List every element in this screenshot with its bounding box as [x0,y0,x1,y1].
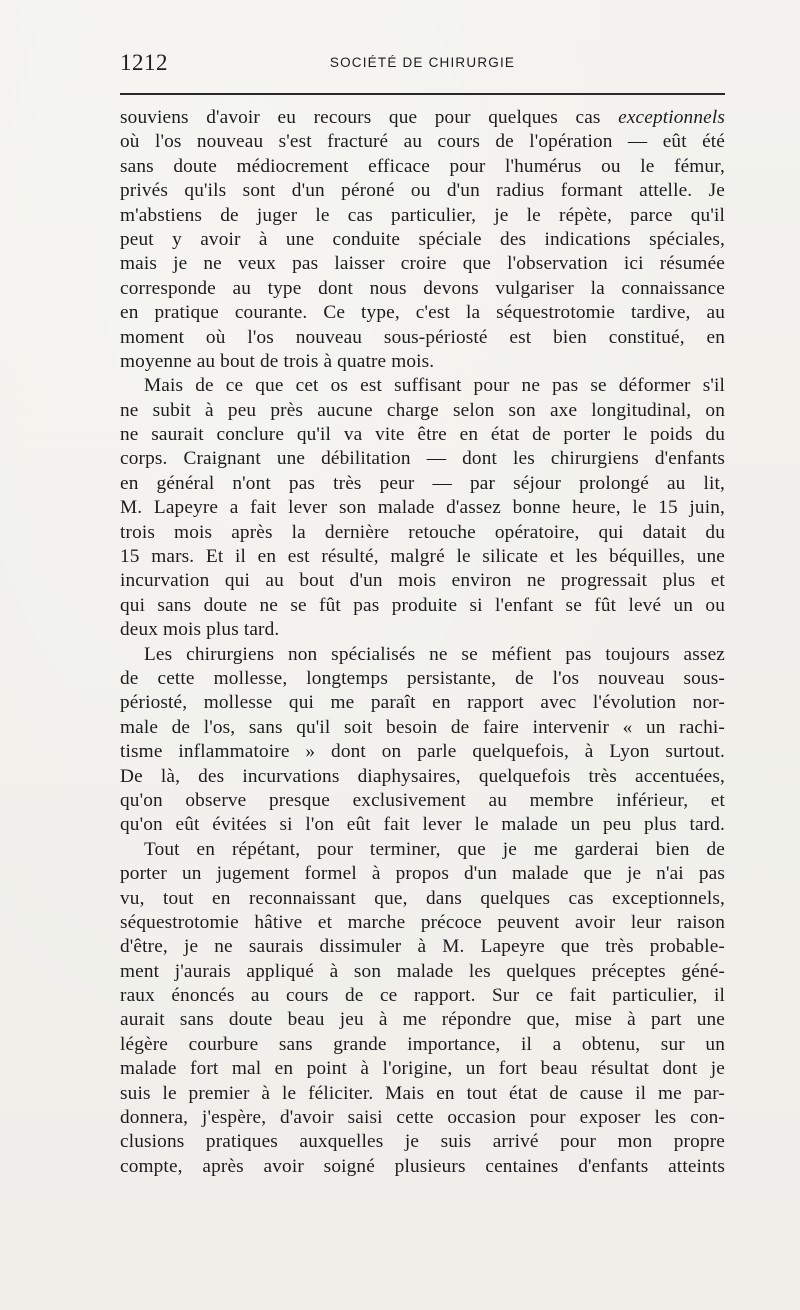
line-text: porter un jugement formel à propos d'un malade que je n'ai pas [120,863,725,885]
line-text: d'être, je ne saurais dissimuler à M. Lapeyre que très probable- [120,936,725,958]
line-text: qui sans doute ne se fût pas produite si l'enfant se fût levé un ou [120,594,725,616]
text-line [120,740,725,764]
italic-word: exceptionnels [618,107,725,128]
line-text: qu'on observe presque exclusivement au membre inférieur, et [120,789,725,811]
text-line [120,789,725,813]
line-text: deux mois plus tard. [120,619,280,641]
text-line [120,716,725,740]
text-line [120,301,725,325]
text-line [120,374,725,398]
text-line [120,545,725,569]
line-text: corresponde au type dont nous devons vulgariser la connaissance [120,277,725,299]
line-text: ment j'aurais appliqué à son malade les quelques préceptes géné- [120,960,725,982]
line-text: souviens d'avoir eu recours que pour quelques cas [120,107,619,128]
line-text: en général n'ont pas très peur — par séjour prolongé au lit, [120,472,725,494]
line-text: où l'os nouveau s'est fracturé au cours de l'opération — eût été [120,131,725,153]
line-text: qu'on eût évitées si l'on eût fait lever le malade un peu plus tard. [120,814,725,836]
text-line [120,228,725,252]
text-line [120,618,725,642]
text-line [120,179,725,203]
line-text: mais je ne veux pas laisser croire que l'observation ici résumée [120,253,725,275]
text-line [120,765,725,789]
text-line [120,496,725,520]
text-line [120,1106,725,1130]
text-line [120,155,725,179]
text-line [120,1057,725,1081]
text-line [120,350,725,374]
line-text: ne subit à peu près aucune charge selon son axe longitudinal, on [120,399,725,421]
text-line [120,569,725,593]
text-line [120,399,725,423]
line-text: aurait sans doute beau jeu à me répondre que, mise à part une [120,1009,725,1031]
text-line [120,1082,725,1106]
text-line [120,1130,725,1154]
text-line [120,862,725,886]
page-header [120,50,725,76]
text-line [120,423,725,447]
text-line [120,521,725,545]
text-line [120,691,725,715]
line-text: Les chirurgiens non spécialisés ne se méfient pas toujours assez [144,643,725,665]
line-text: donnera, j'espère, d'avoir saisi cette occasion pour exposer les con- [120,1107,725,1129]
text-line [120,911,725,935]
line-text: tisme inflammatoire » dont on parle quelquefois, à Lyon surtout. [120,741,725,763]
line-text: compte, après avoir soigné plusieurs centaines d'enfants atteints [120,1155,725,1177]
text-line [120,130,725,154]
text-line [120,667,725,691]
line-text: moment où l'os nouveau sous-périosté est bien constitué, en [120,326,725,348]
line-text: moyenne au bout de trois à quatre mois. [120,350,435,372]
text-line [120,326,725,350]
line-text: incurvation qui au bout d'un mois environ ne progressait plus et [120,570,725,592]
line-text: trois mois après la dernière retouche opératoire, qui datait du [120,521,725,543]
body-text [120,106,725,1179]
line-text: en pratique courante. Ce type, c'est la séquestrotomie tardive, au [120,302,725,324]
text-line [120,472,725,496]
text-line [120,643,725,667]
line-text: raux énoncés au cours de ce rapport. Sur ce fait particulier, il [120,985,725,1007]
text-line [120,935,725,959]
line-text: 15 mars. Et il en est résulté, malgré le silicate et les béquilles, une [120,546,725,568]
line-text: de cette mollesse, longtemps persistante, de l'os nouveau sous- [120,667,725,689]
running-title: SOCIÉTÉ DE CHIRURGIE [329,55,516,70]
line-text: De là, des incurvations diaphysaires, quelquefois très accentuées, [120,765,725,787]
text-line [120,106,725,130]
text-line [120,1155,725,1179]
line-text: vu, tout en reconnaissant que, dans quelques cas exceptionnels, [120,887,725,909]
line-text: Tout en répétant, pour terminer, que je me garderai bien de [144,838,725,860]
text-line [120,960,725,984]
line-text: séquestrotomie hâtive et marche précoce peuvent avoir leur raison [120,911,725,933]
text-line [120,594,725,618]
text-line [120,252,725,276]
line-text: suis le premier à le féliciter. Mais en tout état de cause il me par- [120,1082,725,1104]
text-line [120,277,725,301]
line-text: m'abstiens de juger le cas particulier, je le répète, parce qu'il [120,204,725,226]
line-text: malade fort mal en point à l'origine, un fort beau résultat dont je [120,1058,725,1080]
text-line [120,447,725,471]
line-text: M. Lapeyre a fait lever son malade d'assez bonne heure, le 15 juin, [120,497,725,519]
text-line [120,1008,725,1032]
line-text: clusions pratiques auxquelles je suis arrivé pour mon propre [120,1131,725,1153]
line-text: Mais de ce que cet os est suffisant pour ne pas se déformer s'il [144,375,725,397]
line-text: légère courbure sans grande importance, il a obtenu, sur un [120,1033,725,1055]
line-text: privés qu'ils sont d'un péroné ou d'un radius formant attelle. Je [120,180,725,202]
text-line [120,813,725,837]
line-text: ne saurait conclure qu'il va vite être en état de porter le poids du [120,424,725,446]
text-line [120,1033,725,1057]
page-number: 1212 [120,50,168,75]
text-line [120,984,725,1008]
line-text: corps. Craignant une débilitation — dont les chirurgiens d'enfants [120,448,725,470]
line-text: périosté, mollesse qui me paraît en rapport avec l'évolution nor- [120,692,725,714]
line-text: sans doute médiocrement efficace pour l'humérus ou le fémur, [120,155,725,177]
text-line [120,887,725,911]
text-line [120,838,725,862]
header-rule [120,93,725,95]
line-text: male de l'os, sans qu'il soit besoin de faire intervenir « un rachi- [120,716,725,738]
text-line [120,204,725,228]
line-text: peut y avoir à une conduite spéciale des indications spéciales, [120,228,725,250]
